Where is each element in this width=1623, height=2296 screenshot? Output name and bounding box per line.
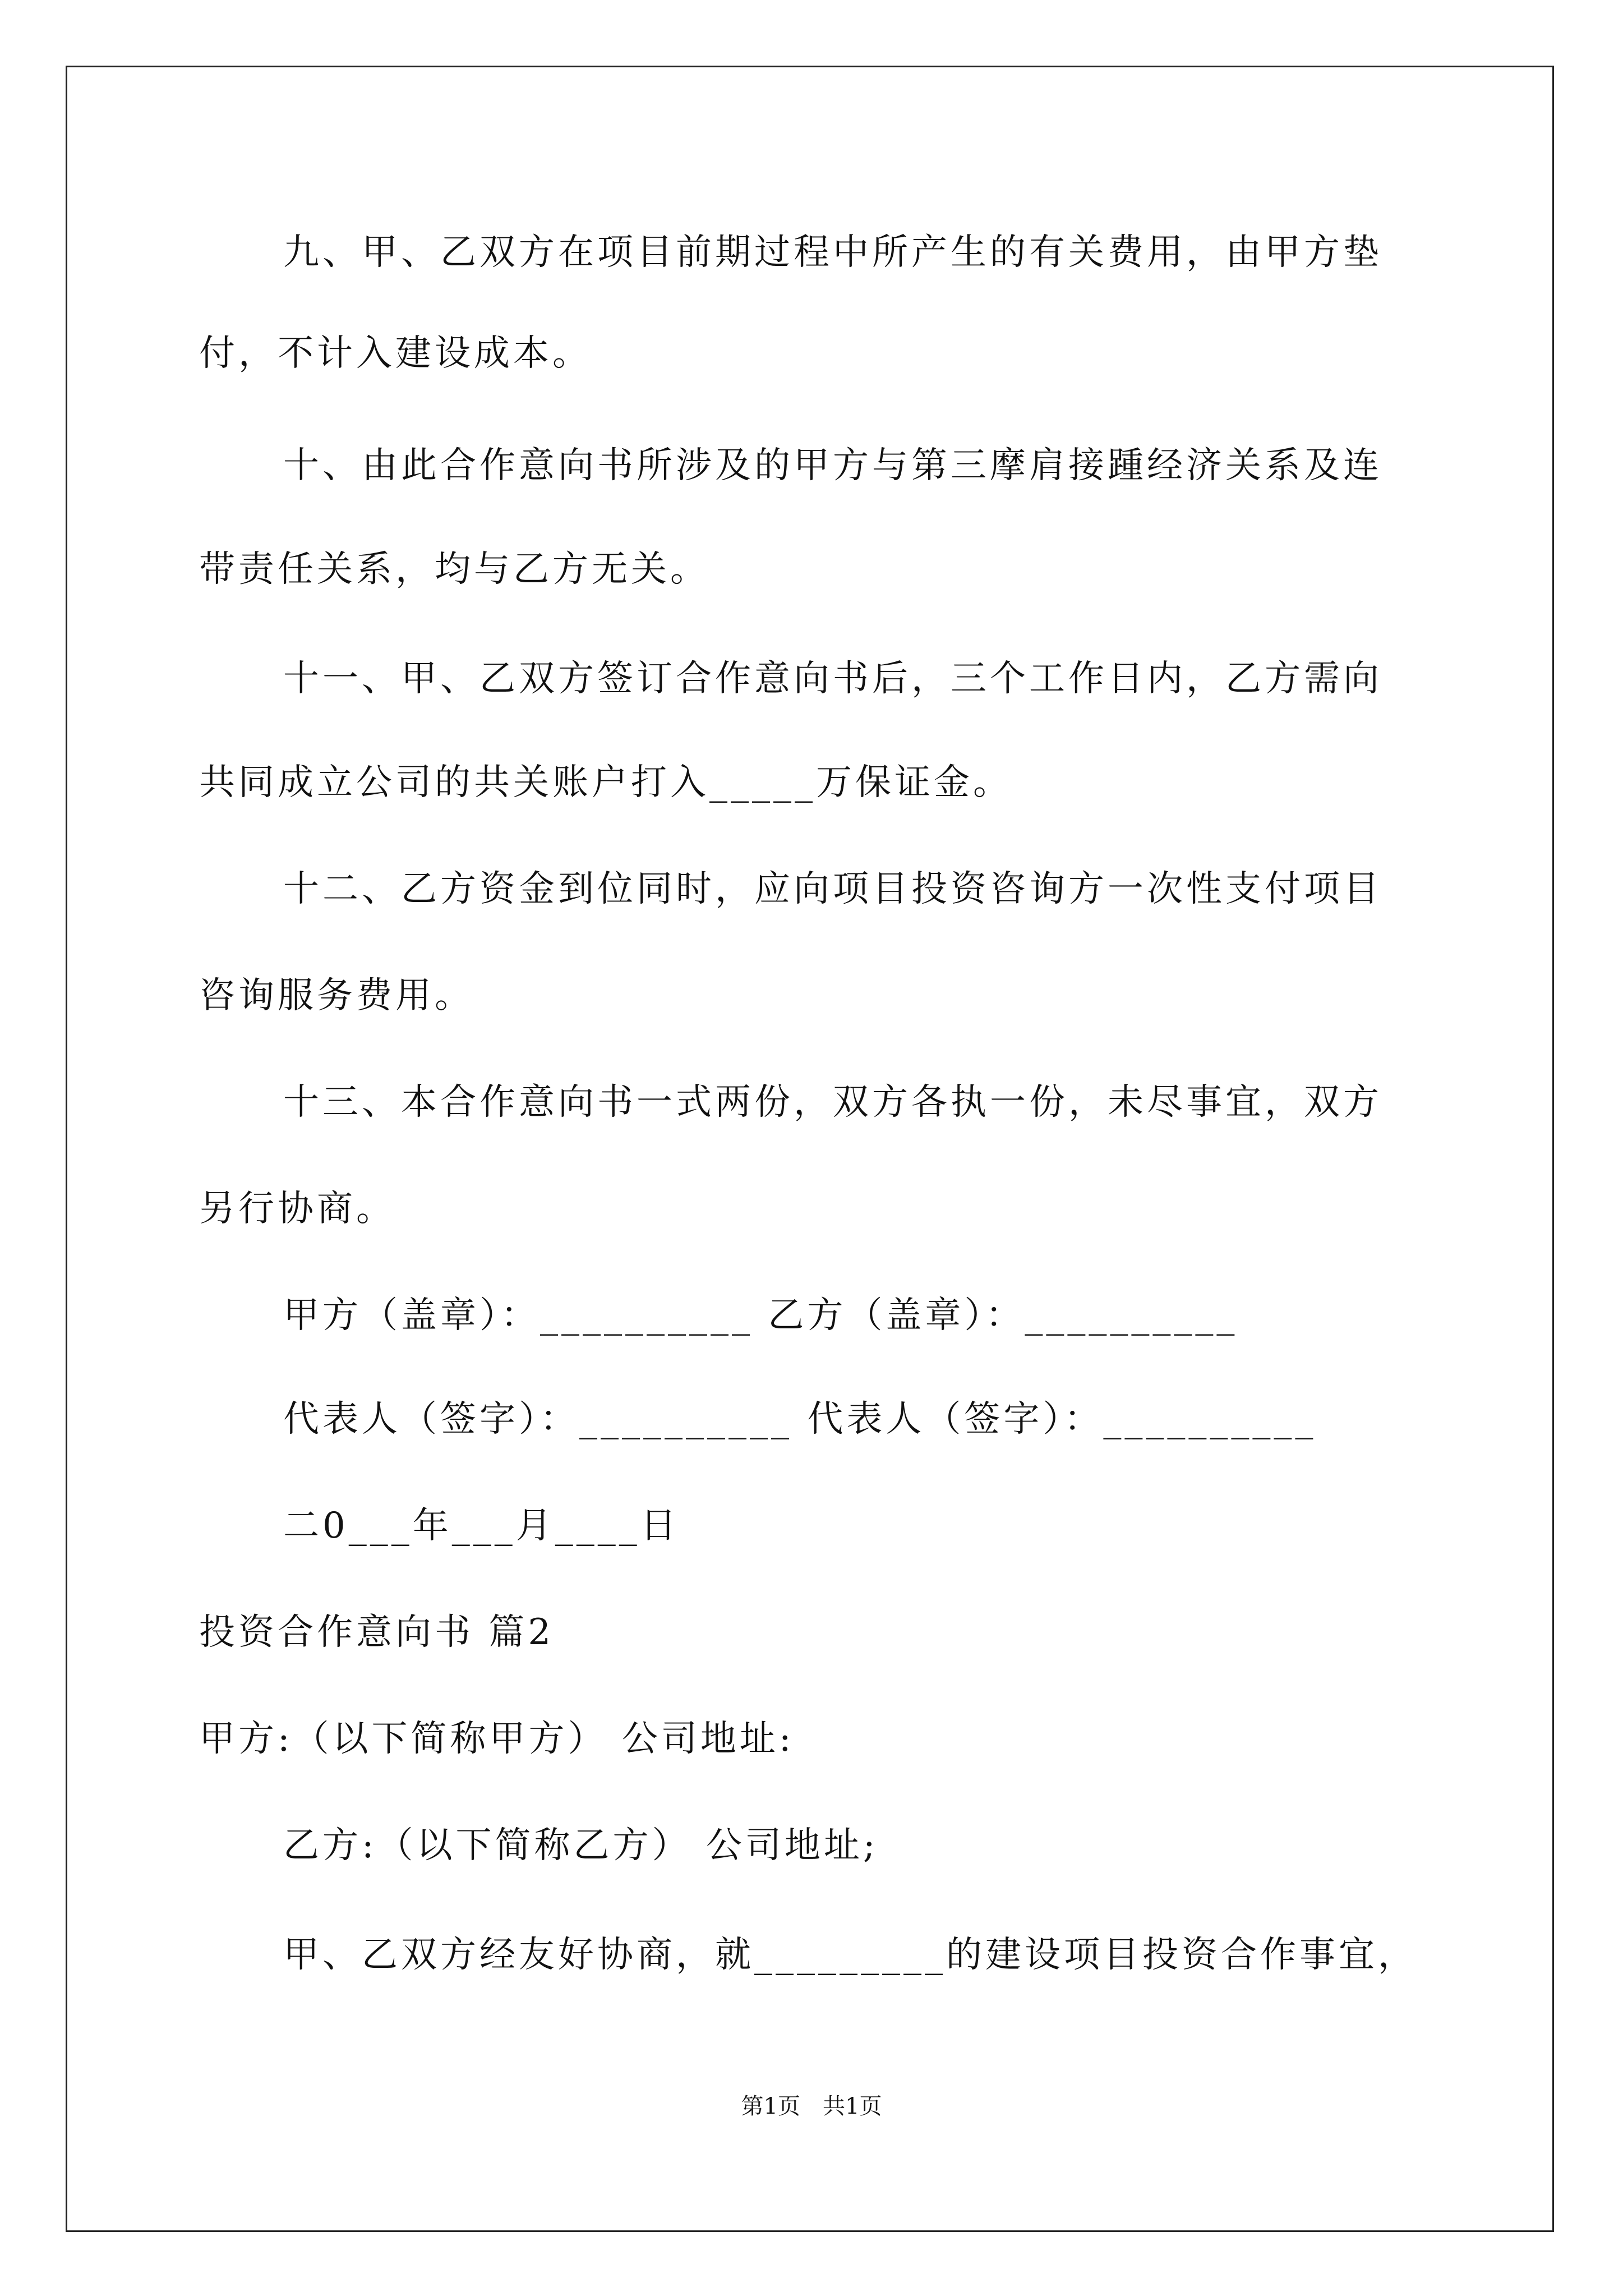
seal-line: 甲方（盖章）：__________ 乙方（盖章）：__________ — [283, 1295, 1238, 1336]
intro-line: 甲、乙双方经友好协商，就_________的建设项目投资合作事宜， — [283, 1934, 1417, 1976]
clause-10-line-1: 十、由此合作意向书所涉及的甲方与第三摩肩接踵经济关系及连 — [283, 445, 1382, 486]
clause-13-line-1: 十三、本合作意向书一式两份，双方各执一份，未尽事宜，双方 — [283, 1082, 1382, 1123]
date-line: 二0___年___月____日 — [283, 1505, 680, 1547]
clause-9-line-1: 九、甲、乙双方在项目前期过程中所产生的有关费用，由甲方垫 — [283, 232, 1382, 273]
clause-10-line-2: 带责任关系，均与乙方无关。 — [199, 549, 709, 590]
clause-11-line-2: 共同成立公司的共关账户打入_____万保证金。 — [199, 762, 1012, 803]
clause-12-line-1: 十二、乙方资金到位同时，应向项目投资咨询方一次性支付项目 — [283, 868, 1382, 910]
page-footer — [0, 2092, 1623, 2120]
page-number: 第1页 — [741, 2093, 800, 2119]
clause-13-line-2: 另行协商。 — [199, 1188, 395, 1230]
page-border — [66, 66, 1554, 2232]
section-heading: 投资合作意向书 篇2 — [199, 1612, 555, 1653]
clause-11-line-1: 十一、甲、乙双方签订合作意向书后，三个工作日内，乙方需向 — [283, 658, 1382, 700]
signature-line: 代表人（签字）：__________ 代表人（签字）：__________ — [283, 1398, 1317, 1440]
clause-9-line-2: 付，不计入建设成本。 — [199, 333, 592, 374]
clause-12-line-2: 咨询服务费用。 — [199, 975, 474, 1016]
party-a-line: 甲方:（以下简称甲方） 公司地址: — [199, 1718, 795, 1760]
page-total: 共1页 — [823, 2093, 882, 2119]
party-b-line: 乙方:（以下简称乙方） 公司地址; — [283, 1825, 879, 1866]
